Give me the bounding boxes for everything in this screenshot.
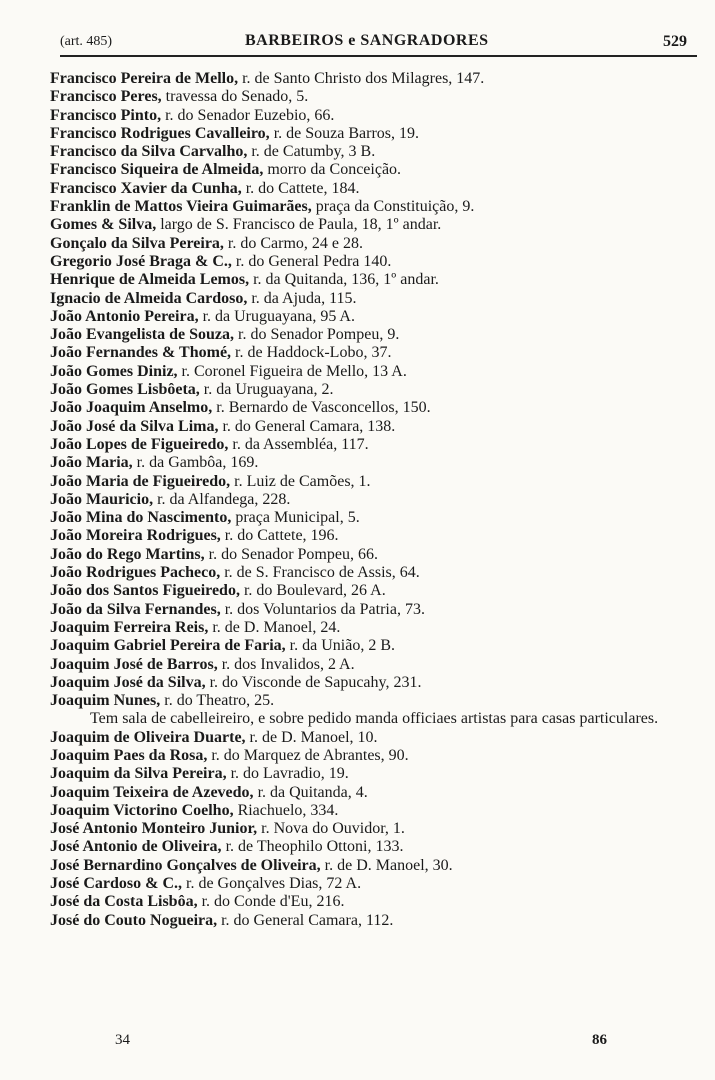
list-item [50, 290, 690, 308]
page-title: BARBEIROS e SANGRADORES [245, 32, 489, 49]
entry-address: r. dos Invalidos, 2 A. [217, 655, 355, 673]
list-item [50, 216, 690, 234]
entry-name: Joaquim Paes da Rosa, [50, 746, 208, 764]
entry-name: João Fernandes & Thomé, [50, 344, 232, 362]
list-item [50, 161, 690, 179]
list-item [50, 509, 690, 527]
entry-address: r. de D. Manoel, 30. [320, 856, 453, 874]
list-item [50, 857, 690, 875]
list-item [50, 729, 690, 747]
entry-address: r. de D. Manoel, 10. [245, 728, 378, 746]
list-item [50, 399, 690, 417]
entry-address: r. da Uruguayana, 95 A. [198, 307, 355, 325]
entry-name: Joaquim Gabriel Pereira de Faria, [50, 637, 286, 655]
entry-address: r. da Alfandega, 228. [153, 490, 291, 508]
list-item [50, 436, 690, 454]
entry-name: João da Silva Fernandes, [50, 600, 221, 618]
entry-address: r. do Conde d'Eu, 216. [197, 893, 345, 911]
entry-address: r. do General Camara, 112. [217, 911, 394, 929]
list-item [50, 784, 690, 802]
entry-address: r. da Assembléa, 117. [228, 435, 369, 453]
list-item [50, 546, 690, 564]
entry-name: Francisco da Silva Carvalho, [50, 143, 248, 161]
list-item [50, 564, 690, 582]
entry-list [50, 70, 690, 930]
entry-name: Joaquim José de Barros, [50, 655, 218, 673]
list-item [50, 802, 690, 820]
entry-name: João Mina do Nascimento, [50, 509, 232, 527]
list-item [50, 747, 690, 765]
entry-address: r. do Theatro, 25. [160, 692, 275, 710]
list-item [50, 765, 690, 783]
entry-name: João Lopes de Figueiredo, [50, 435, 229, 453]
entry-address: r. do General Camara, 138. [218, 417, 396, 435]
entry-name: João Joaquim Anselmo, [50, 399, 213, 417]
entry-name: Joaquim Nunes, [50, 692, 161, 710]
entry-name: Francisco Pinto, [50, 106, 162, 124]
entry-address: r. Nova do Ouvidor, 1. [257, 820, 405, 838]
entry-name: Joaquim José da Silva, [50, 673, 206, 691]
list-item [50, 527, 690, 545]
list-item [50, 875, 690, 893]
list-item [50, 601, 690, 619]
entry-name: João Gomes Lisbôeta, [50, 381, 200, 399]
entry-name: Franklin de Mattos Vieira Guimarães, [50, 198, 312, 216]
list-item [50, 235, 690, 253]
section-reference: (art. 485) [60, 34, 113, 49]
printer-signature-left: 34 [115, 1032, 130, 1048]
entry-name: José do Couto Nogueira, [50, 911, 218, 929]
list-item [50, 893, 690, 911]
entry-name: João do Rego Martins, [50, 545, 205, 563]
entry-name: Francisco Xavier da Cunha, [50, 179, 242, 197]
list-item [50, 198, 690, 216]
list-item [50, 619, 690, 637]
list-item [50, 344, 690, 362]
list-item [50, 418, 690, 436]
entry-address: r. do Marquez de Abrantes, 90. [207, 746, 409, 764]
entry-name: Joaquim Victorino Coelho, [50, 801, 234, 819]
entry-address: r. do Senador Euzebio, 66. [161, 106, 335, 124]
entry-name: João Moreira Rodrigues, [50, 527, 221, 545]
entry-name: Gomes & Silva, [50, 216, 157, 234]
list-item [50, 180, 690, 198]
entry-address: r. de Haddock-Lobo, 37. [231, 344, 392, 362]
entry-address: praça da Constituição, 9. [311, 198, 475, 216]
list-item [50, 253, 690, 271]
entry-name: Francisco Peres, [50, 88, 162, 106]
entry-name: José Antonio de Oliveira, [50, 838, 222, 856]
list-item [50, 107, 690, 125]
entry-address: r. do Senador Pompeu, 66. [204, 545, 378, 563]
entry-note: Tem sala de cabelleireiro, e sobre pedido manda officiaes artistas para casas particulares. [90, 710, 659, 728]
entry-address: r. da Gambôa, 169. [132, 454, 259, 472]
entry-address: r. do Visconde de Sapucahy, 231. [205, 673, 422, 691]
entry-name: João Gomes Diniz, [50, 362, 178, 380]
list-item [50, 912, 690, 930]
list-item [50, 674, 690, 692]
entry-name: Joaquim Ferreira Reis, [50, 618, 209, 636]
entry-address: r. da Ajuda, 115. [247, 289, 357, 307]
entry-address: r. Coronel Figueira de Mello, 13 A. [177, 362, 407, 380]
entry-name: João Evangelista de Souza, [50, 326, 235, 344]
entry-name: Gonçalo da Silva Pereira, [50, 234, 224, 252]
entry-address: r. do Boulevard, 26 A. [239, 582, 386, 600]
entry-name: Ignacio de Almeida Cardoso, [50, 289, 248, 307]
list-item [50, 381, 690, 399]
entry-name: José da Costa Lisbôa, [50, 893, 198, 911]
list-item [50, 125, 690, 143]
header-rule [60, 55, 697, 57]
entry-name: João Maria, [50, 454, 133, 472]
entry-name: João Rodrigues Pacheco, [50, 564, 221, 582]
list-item [50, 582, 690, 600]
entry-name: Henrique de Almeida Lemos, [50, 271, 250, 289]
list-item [50, 88, 690, 106]
entry-name: José Bernardino Gonçalves de Oliveira, [50, 856, 321, 874]
entry-name: José Cardoso & C., [50, 875, 182, 893]
entry-name: Francisco Pereira de Mello, [50, 70, 239, 87]
list-item [50, 656, 690, 674]
entry-name: Joaquim de Oliveira Duarte, [50, 728, 246, 746]
list-item [50, 473, 690, 491]
entry-address: r. de D. Manoel, 24. [208, 618, 341, 636]
list-item [50, 271, 690, 289]
entry-address: r. de Souza Barros, 19. [269, 124, 419, 142]
entry-address: travessa do Senado, 5. [161, 88, 309, 106]
entry-address: r. Bernardo de Vasconcellos, 150. [212, 399, 431, 417]
entry-address: r. de Santo Christo dos Milagres, 147. [238, 70, 485, 87]
entry-address: r. do Carmo, 24 e 28. [223, 234, 364, 252]
entry-name: João Maria de Figueiredo, [50, 472, 231, 490]
entry-name: João Antonio Pereira, [50, 307, 199, 325]
list-item [50, 143, 690, 161]
entry-name: João Mauricio, [50, 490, 154, 508]
entry-address: r. do Senador Pompeu, 9. [234, 326, 400, 344]
list-item [50, 308, 690, 326]
list-item [50, 454, 690, 472]
entry-address: r. da Quitanda, 136, 1º andar. [249, 271, 439, 289]
entry-address: r. da União, 2 B. [285, 637, 395, 655]
list-item [50, 637, 690, 655]
printer-signature-right: 86 [592, 1032, 607, 1048]
entry-address: Riachuelo, 334. [233, 801, 339, 819]
entry-name: Joaquim da Silva Pereira, [50, 765, 227, 783]
entry-address: morro da Conceição. [263, 161, 402, 179]
entry-address: praça Municipal, 5. [231, 509, 360, 527]
entry-address: r. de S. Francisco de Assis, 64. [220, 564, 420, 582]
list-item [50, 326, 690, 344]
entry-name: Francisco Rodrigues Cavalleiro, [50, 124, 270, 142]
list-item [50, 363, 690, 381]
entry-name: Joaquim Teixeira de Azevedo, [50, 783, 254, 801]
entry-name: João José da Silva Lima, [50, 417, 219, 435]
entry-address: r. de Catumby, 3 B. [247, 143, 376, 161]
entry-address: r. do Lavradio, 19. [226, 765, 349, 783]
entry-name: Gregorio José Braga & C., [50, 252, 232, 270]
list-item [50, 70, 690, 88]
entry-name: Francisco Siqueira de Almeida, [50, 161, 264, 179]
entry-address: r. Luiz de Camões, 1. [230, 472, 371, 490]
entry-address: r. da Uruguayana, 2. [199, 381, 334, 399]
entry-address: r. do Cattete, 196. [220, 527, 339, 545]
entry-address: r. do Cattete, 184. [241, 179, 360, 197]
entry-address: r. de Gonçalves Dias, 72 A. [182, 875, 362, 893]
entry-address: r. do General Pedra 140. [231, 252, 392, 270]
list-item [50, 820, 690, 838]
list-item [50, 491, 690, 509]
page-header [60, 30, 693, 54]
entry-address: r. de Theophilo Ottoni, 133. [221, 838, 404, 856]
entry-name: José Antonio Monteiro Junior, [50, 820, 258, 838]
entry-address: r. da Quitanda, 4. [253, 783, 368, 801]
page-number: 529 [663, 33, 687, 50]
list-item [50, 692, 690, 710]
entry-address: largo de S. Francisco de Paula, 18, 1º andar. [156, 216, 442, 234]
entry-address: r. dos Voluntarios da Patria, 73. [220, 600, 425, 618]
list-item [50, 838, 690, 856]
entry-name: João dos Santos Figueiredo, [50, 582, 240, 600]
